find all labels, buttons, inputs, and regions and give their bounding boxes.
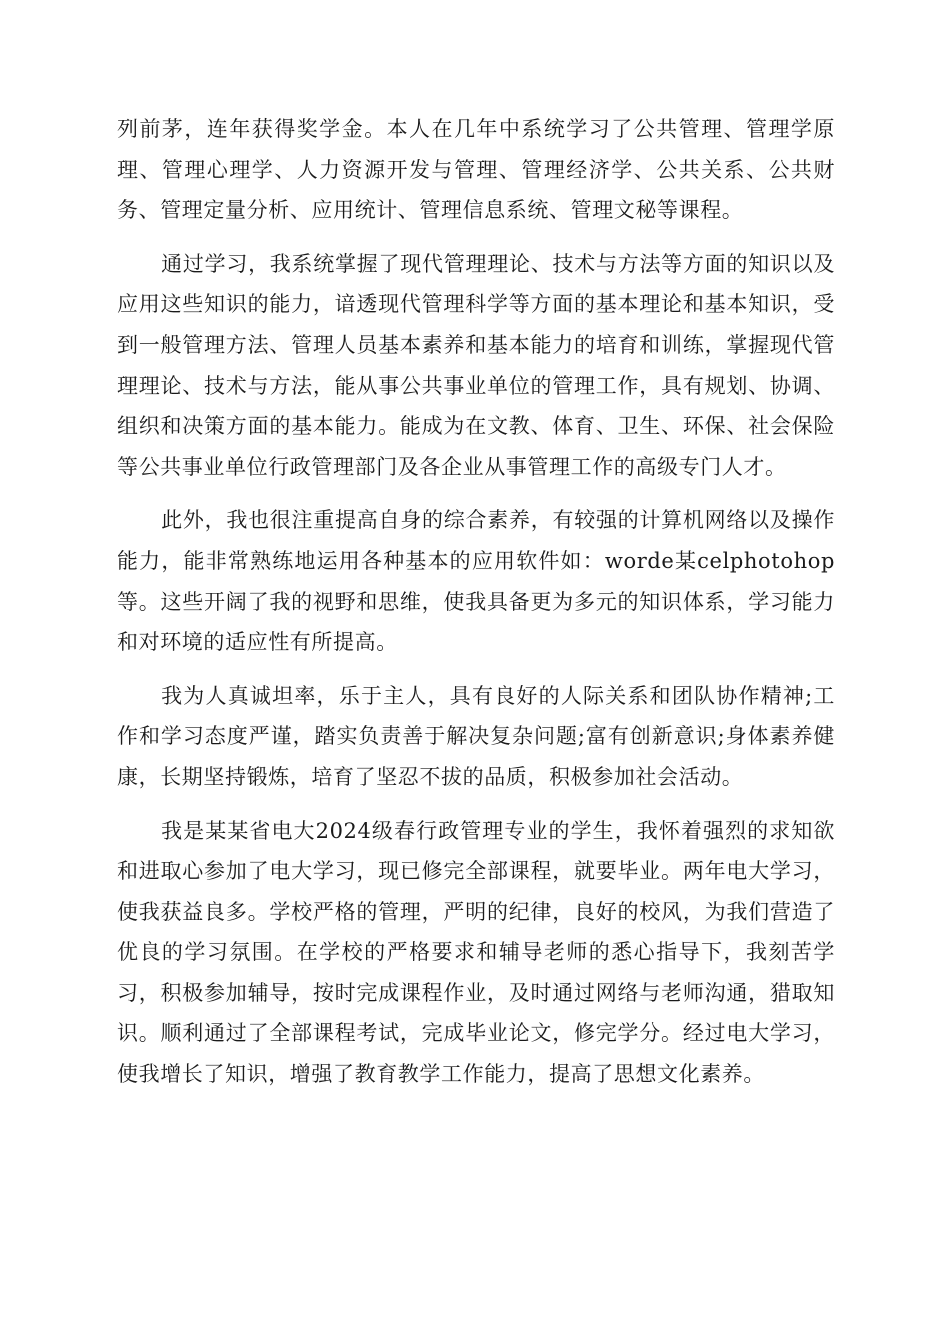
document-body <box>117 109 835 1108</box>
paragraph-study-outcomes: 通过学习，我系统掌握了现代管理理论、技术与方法等方面的知识以及应用这些知识的能力，谙透现代管理科学等方面的基本理论和基本知识，受到一般管理方法、管理人员基本素养和基本能力的培育和训练，掌握现代管理理论、技术与方法，能从事公共事业单位的管理工作，具有规划、协调、组织和决策方面的基本能力。能成为在文教、体育、卫生、环保、社会保险等公共事业单位行政管理部门及各企业从事管理工作的高级专门人才。 <box>117 251 835 479</box>
paragraph-tvu-study: 我是某某省电大2024级春行政管理专业的学生，我怀着强烈的求知欲和进取心参加了电大学习，现已修完全部课程，就要毕业。两年电大学习，使我获益良多。学校严格的管理，严明的纪律，良好的校风，为我们营造了优良的学习氛围。在学校的严格要求和辅导老师的悉心指导下，我刻苦学习，积极参加辅导，按时完成课程作业，及时通过网络与老师沟通，猎取知识。顺利通过了全部课程考试，完成毕业论文，修完学分。经过电大学习，使我增长了知识，增强了教育教学工作能力，提高了思想文化素养。 <box>117 818 835 1087</box>
paragraph-computer-skills: 此外，我也很注重提高自身的综合素养，有较强的计算机网络以及操作能力，能非常熟练地运用各种基本的应用软件如：worde某celphotohop等。这些开阔了我的视野和思维，使我具备更为多元的知识体系，学习能力和对环境的适应性有所提高。 <box>117 508 835 655</box>
paragraph-continuation: 列前茅，连年获得奖学金。本人在几年中系统学习了公共管理、管理学原理、管理心理学、人力资源开发与管理、管理经济学、公共关系、公共财务、管理定量分析、应用统计、管理信息系统、管理文秘等课程。 <box>117 117 835 223</box>
paragraph-personality: 我为人真诚坦率，乐于主人，具有良好的人际关系和团队协作精神;工作和学习态度严谨，踏实负责善于解决复杂问题;富有创新意识;身体素养健康，长期坚持锻炼，培育了坚忍不拔的品质，积极参加社会活动。 <box>117 683 835 789</box>
